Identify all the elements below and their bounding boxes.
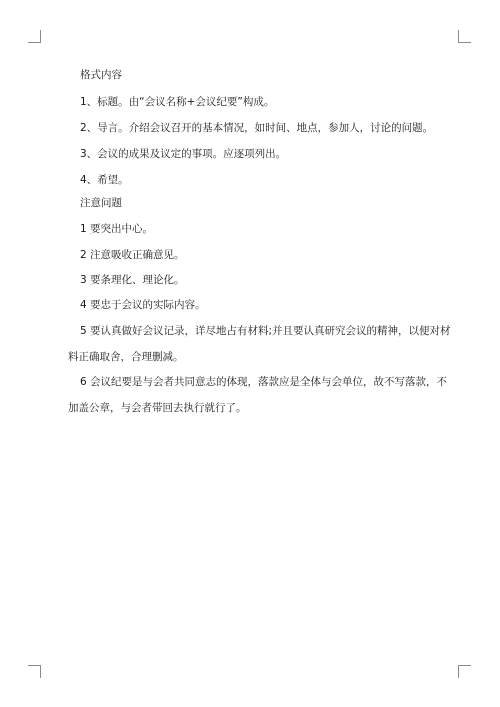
crop-mark-top-left <box>28 30 41 43</box>
paragraph-5-line-2: 料正确取舍，合理删减。 <box>68 351 184 363</box>
paragraph-5-line-1: 5 要认真做好会议记录，详尽地占有材料;并且要认真研究会议的精神，以便对材 <box>80 325 451 337</box>
list-item: 3、会议的成果及议定的事项。应逐项列出。 <box>80 148 287 160</box>
list-item: 3 要条理化、理论化。 <box>80 274 185 286</box>
list-item: 4、希望。 <box>80 174 129 186</box>
section-heading-format: 格式内容 <box>80 69 122 81</box>
crop-mark-bottom-left <box>28 665 41 678</box>
paragraph-6-line-1: 6 会议纪要是与会者共同意志的体现，落款应是全体与会单位，故不写落款，不 <box>80 376 448 388</box>
crop-mark-top-right <box>458 30 471 43</box>
section-heading-notes: 注意问题 <box>80 197 122 209</box>
list-item: 2 注意吸收正确意见。 <box>80 249 185 261</box>
list-item: 1、标题。由“会议名称+会议纪要”构成。 <box>80 96 275 108</box>
crop-mark-bottom-right <box>458 665 471 678</box>
list-item: 4 要忠于会议的实际内容。 <box>80 299 206 311</box>
paragraph-6-line-2: 加盖公章，与会者带回去执行就行了。 <box>68 402 247 414</box>
list-item: 2、导言。介绍会议召开的基本情况，如时间、地点，参加人，讨论的问题。 <box>80 122 434 134</box>
list-item: 1 要突出中心。 <box>80 223 154 235</box>
